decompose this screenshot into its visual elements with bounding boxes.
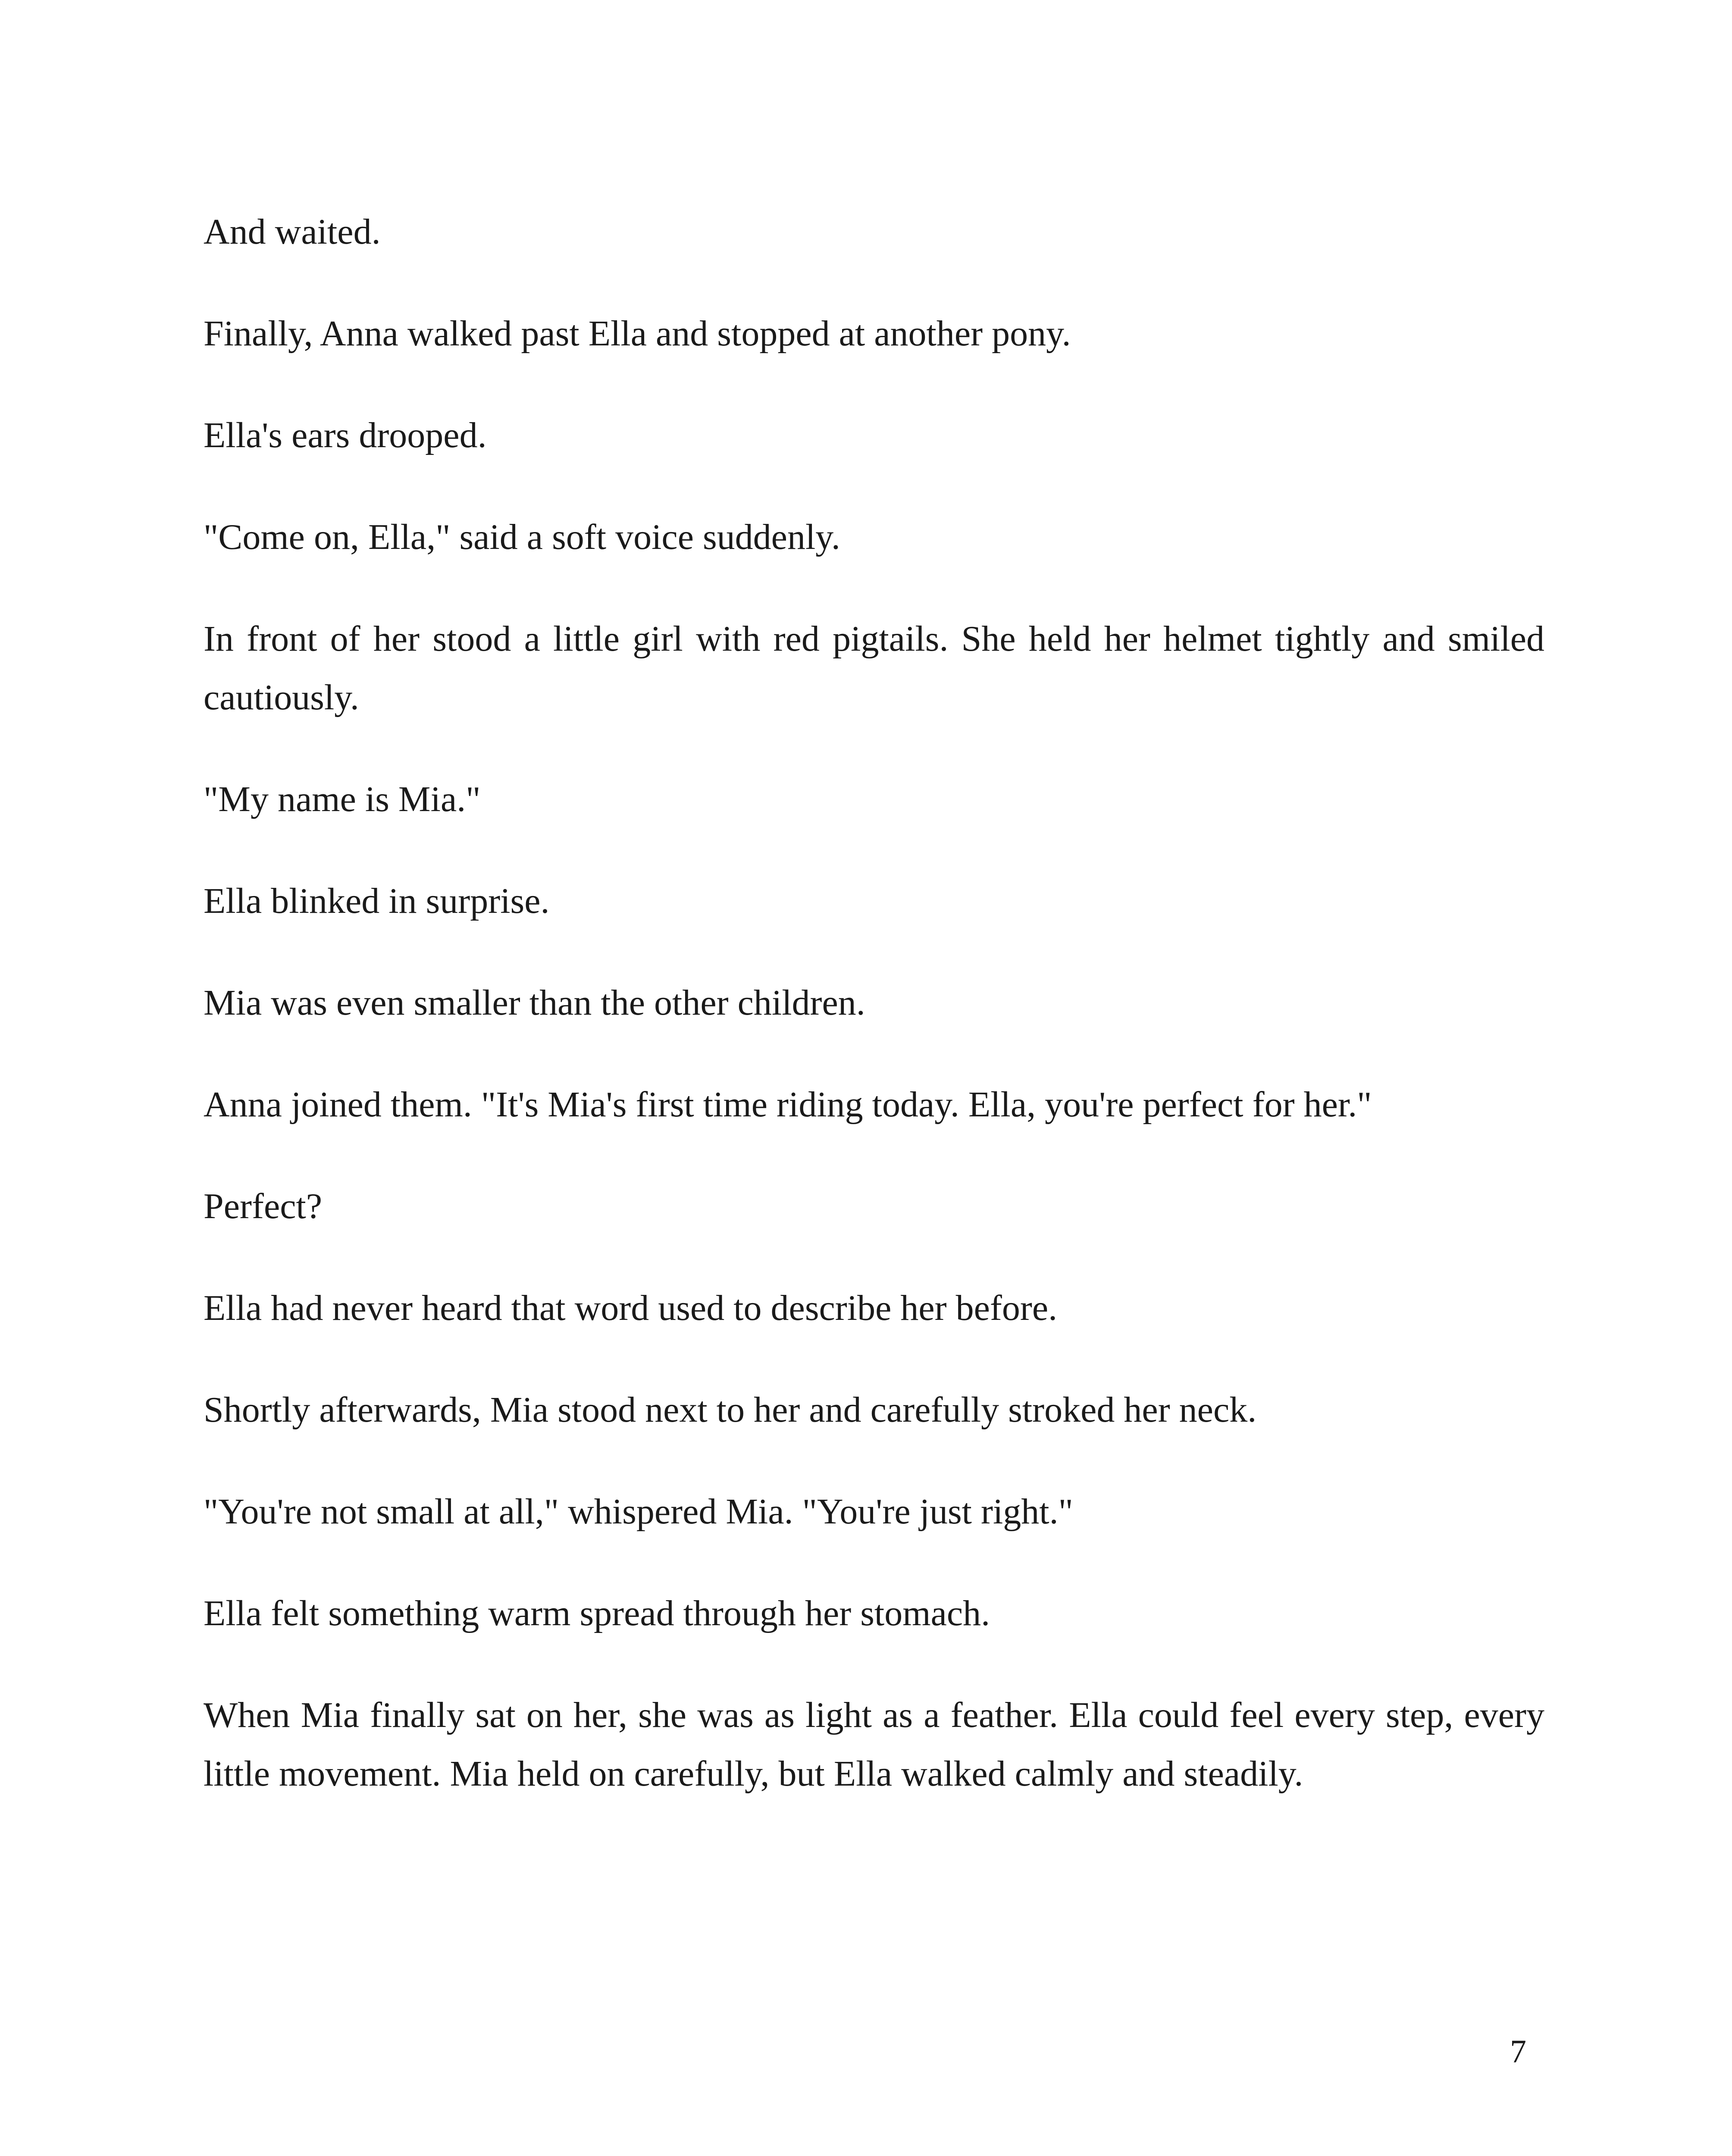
paragraph: "My name is Mia." [204, 779, 481, 819]
paragraph: Shortly afterwards, Mia stood next to her and carefully stroked her neck. [204, 1390, 1257, 1430]
paragraph: Anna joined them. "It's Mia's first time riding today. Ella, you're perfect for her." [204, 1084, 1372, 1125]
paragraph: Ella's ears drooped. [204, 415, 487, 455]
page-number: 7 [1510, 2034, 1526, 2070]
paragraph: Ella felt something warm spread through her stomach. [204, 1593, 990, 1633]
paragraph: "You're not small at all," whispered Mia. "You're just right." [204, 1492, 1073, 1532]
paragraph: Mia was even smaller than the other children. [204, 983, 865, 1023]
paragraph: Ella had never heard that word used to describe her before. [204, 1288, 1058, 1328]
paragraph: Ella blinked in surprise. [204, 881, 550, 921]
paragraph: "Come on, Ella," said a soft voice suddenly. [204, 517, 840, 557]
body-text [204, 203, 1544, 1846]
paragraph: In front of her stood a little girl with red pigtails. She held her helmet tightly and smiled cautiously. [204, 619, 1544, 718]
paragraph: And waited. [204, 212, 381, 252]
paragraph: Finally, Anna walked past Ella and stopped at another pony. [204, 313, 1071, 354]
paragraph: When Mia finally sat on her, she was as light as a feather. Ella could feel every step, every little movement. Mia held on carefully, but Ella walked calmly and steadily. [204, 1695, 1544, 1794]
paragraph: Perfect? [204, 1186, 323, 1226]
